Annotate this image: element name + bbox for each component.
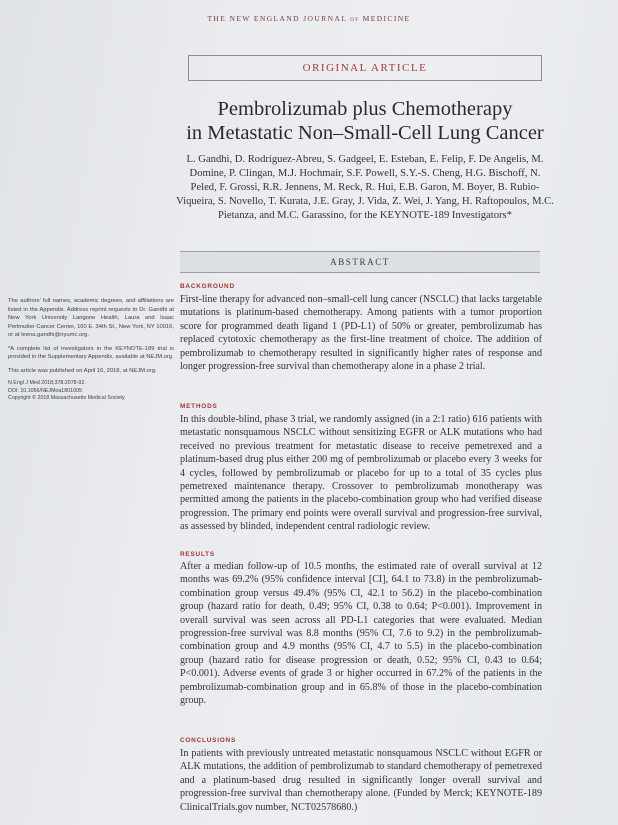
title-line-2: in Metastatic Non–Small-Cell Lung Cancer [186, 122, 544, 144]
background-text: First-line therapy for advanced non–small-cell lung cancer (NSCLC) that lacks targetable mutations is platinum-based chemotherapy. Among patients with a tumor proportion score for programmed death ligand 1 (PD-L1) of 50% or greater, pembrolizumab has replaced cytotoxic chemotherapy as the first-line treatment of choice. The addition of pembrolizumab to chemotherapy resulted in significantly higher rates of response and longer progression-free survival than chemotherapy alone in a phase 2 trial. [180, 294, 542, 373]
affiliation-note: The authors’ full names, academic degrees, and affiliations are listed in the Appendix. Address reprint requests to Dr. Gandhi at New York University Langone Health, Laura and Isaac Perlmutter Cancer Center, 160 E. 34th St., New York, NY 10016, or at leena.gandhi@nyumc.org. [8, 298, 174, 338]
results-heading: RESULTS [180, 551, 215, 558]
title-line-1: Pembrolizumab plus Chemotherapy [217, 98, 513, 120]
investigators-note: *A complete list of investigators in the KEYNOTE-189 trial is provided in the Supplementary Appendix, available at NEJM.org. [8, 345, 174, 360]
journal-header: THE NEW ENGLAND JOURNAL of MEDICINE [207, 14, 411, 23]
citation-line: N Engl J Med 2018;378:2078-92. [8, 380, 86, 386]
abstract-banner [180, 251, 540, 273]
conclusions-text: In patients with previously untreated metastatic nonsquamous NSCLC without EGFR or ALK mutations, the addition of pembrolizumab to standard chemotherapy of pemetrexed and a platinum-based drug resulted in significantly longer overall survival and progression-free survival than chemotherapy alone. (Funded by Merck; KEYNOTE-189 ClinicalTrials.gov number, NCT02578680.) [180, 748, 542, 813]
publication-note: This article was published on April 16, 2018, at NEJM.org. [8, 367, 157, 374]
abstract-label: ABSTRACT [330, 257, 390, 267]
copyright-line: Copyright © 2018 Massachusetts Medical Society. [8, 395, 126, 401]
article-type-label: ORIGINAL ARTICLE [302, 62, 428, 74]
background-heading: BACKGROUND [180, 283, 235, 290]
methods-text: In this double-blind, phase 3 trial, we randomly assigned (in a 2:1 ratio) 616 patients with metastatic nonsquamous NSCLC without sensitizing EGFR or ALK mutations who had received no previous treatment for metastatic disease to receive pemetrexed and a platinum-based drug plus either 200 mg of pembrolizumab or placebo every 3 weeks for 4 cycles, followed by pembrolizumab or placebo for up to a total of 35 cycles plus pemetrexed maintenance therapy. Crossover to pembrolizumab monotherapy was permitted among the patients in the placebo-combination group who had verified disease progression. The primary end points were overall survival and progression-free survival, as assessed by blinded, independent central radiologic review. [180, 414, 542, 533]
doi-line: DOI: 10.1056/NEJMoa1801005 [8, 387, 82, 394]
article-type-box [188, 55, 542, 81]
results-text: After a median follow-up of 10.5 months, the estimated rate of overall survival at 12 months was 69.2% (95% confidence interval [CI], 64.1 to 73.8) in the pembrolizumab-combination group versus 49.4% (95% CI, 42.1 to 56.2) in the placebo-combination group (hazard ratio for death, 0.49; 95% CI, 0.38 to 0.64; P<0.001). Improvement in overall survival was seen across all PD-L1 categories that were evaluated. Median progression-free survival was 8.8 months (95% CI, 7.6 to 9.2) in the pembrolizumab-combination group and 4.9 months (95% CI, 4.7 to 5.5) in the placebo-combination group (hazard ratio for disease progression or death, 0.52; 95% CI, 0.43 to 0.64; P<0.001). Adverse events of grade 3 or higher occurred in 67.2% of the patients in the pembrolizumab-combination group and in 65.8% of those in the placebo-combination group. [180, 561, 542, 707]
sidebar-notes [8, 297, 174, 403]
author-list: L. Gandhi, D. Rodríguez-Abreu, S. Gadgeel, E. Esteban, E. Felip, F. De Angelis, M. Domine, P. Clingan, M.J. Hochmair, S.F. Powell, S.Y.-S. Cheng, H.G. Bischoff, N. Peled, F. Grossi, R.R. Jennens, M. Reck, R. Hui, E.B. Garon, M. Boyer, B. Rubio-Viqueira, S. Novello, T. Kurata, J.E. Gray, J. Vida, Z. Wei, J. Yang, H. Raftopoulos, M.C. Pietanza, and M.C. Garassino, for the KEYNOTE-189 Investigators* [176, 154, 554, 221]
conclusions-heading: CONCLUSIONS [180, 737, 237, 744]
methods-heading: METHODS [180, 403, 218, 410]
article-title [170, 97, 560, 145]
